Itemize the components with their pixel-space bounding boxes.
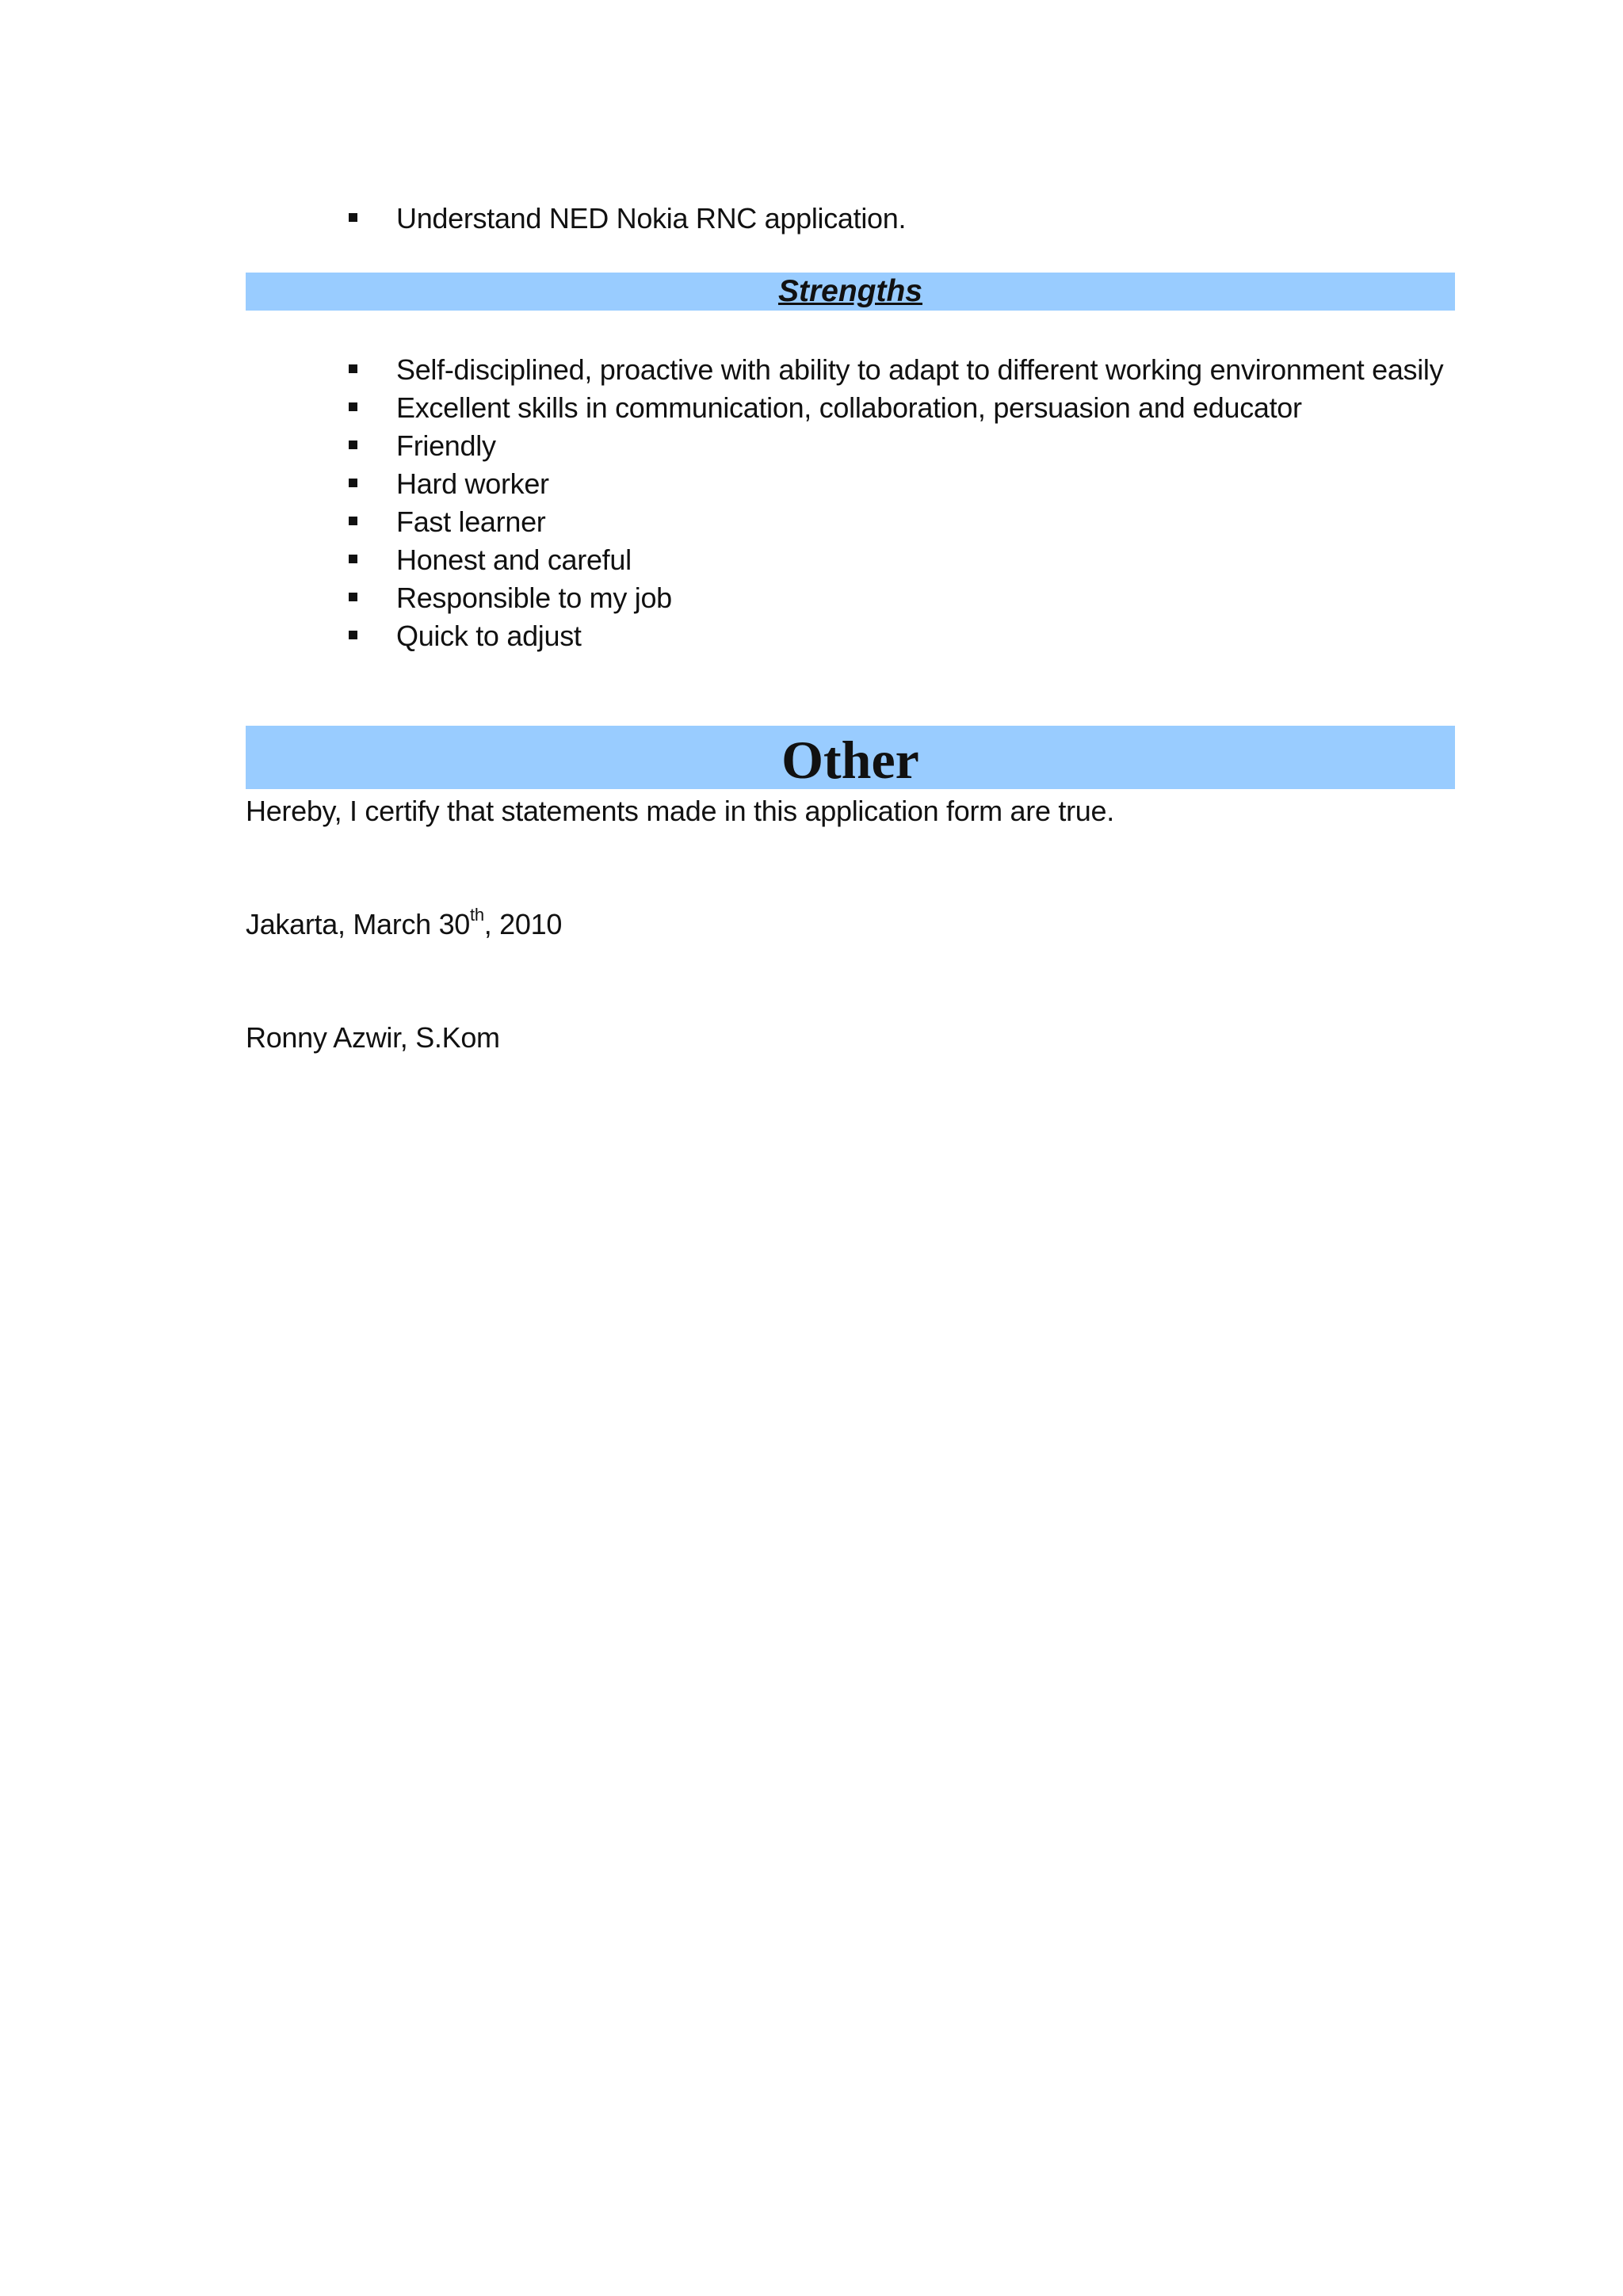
date-year: , 2010 <box>483 908 563 940</box>
list-item-text: Understand NED Nokia RNC application. <box>396 202 907 235</box>
square-bullet-icon <box>349 517 357 525</box>
certification-statement: Hereby, I certify that statements made in this application form are true. <box>246 795 1114 827</box>
list-item-text: Hard worker <box>396 467 549 500</box>
list-item <box>349 200 1458 238</box>
square-bullet-icon <box>349 555 357 563</box>
list-item-text: Responsible to my job <box>396 582 672 614</box>
list-item <box>349 427 1458 465</box>
list-item <box>349 617 1458 655</box>
square-bullet-icon <box>349 479 357 487</box>
list-item-text: Excellent skills in communication, collaboration, persuasion and educator <box>396 391 1302 424</box>
date-ordinal-suffix: th <box>470 905 484 925</box>
list-item-text: Self-disciplined, proactive with ability to adapt to different working environment easily <box>396 353 1444 386</box>
strengths-list <box>349 351 1458 655</box>
square-bullet-icon <box>349 441 357 449</box>
skills-list <box>349 200 1458 238</box>
other-section-header <box>246 726 1455 789</box>
list-item <box>349 503 1458 541</box>
place-and-date <box>246 906 562 944</box>
signature-name: Ronny Azwir, S.Kom <box>246 1021 500 1054</box>
list-item <box>349 465 1458 503</box>
list-item-text: Quick to adjust <box>396 620 582 652</box>
list-item-text: Honest and careful <box>396 543 632 576</box>
square-bullet-icon <box>349 364 357 373</box>
date-text: Jakarta, March 30 <box>246 908 471 940</box>
list-item <box>349 389 1458 427</box>
square-bullet-icon <box>349 593 357 601</box>
square-bullet-icon <box>349 402 357 411</box>
section-title: Other <box>781 730 919 789</box>
list-item <box>349 351 1458 389</box>
list-item-text: Fast learner <box>396 505 546 538</box>
list-item <box>349 579 1458 617</box>
section-title: Strengths <box>777 274 922 308</box>
list-item <box>349 541 1458 579</box>
strengths-section-header <box>246 273 1455 311</box>
square-bullet-icon <box>349 631 357 639</box>
square-bullet-icon <box>349 213 357 222</box>
list-item-text: Friendly <box>396 429 496 462</box>
